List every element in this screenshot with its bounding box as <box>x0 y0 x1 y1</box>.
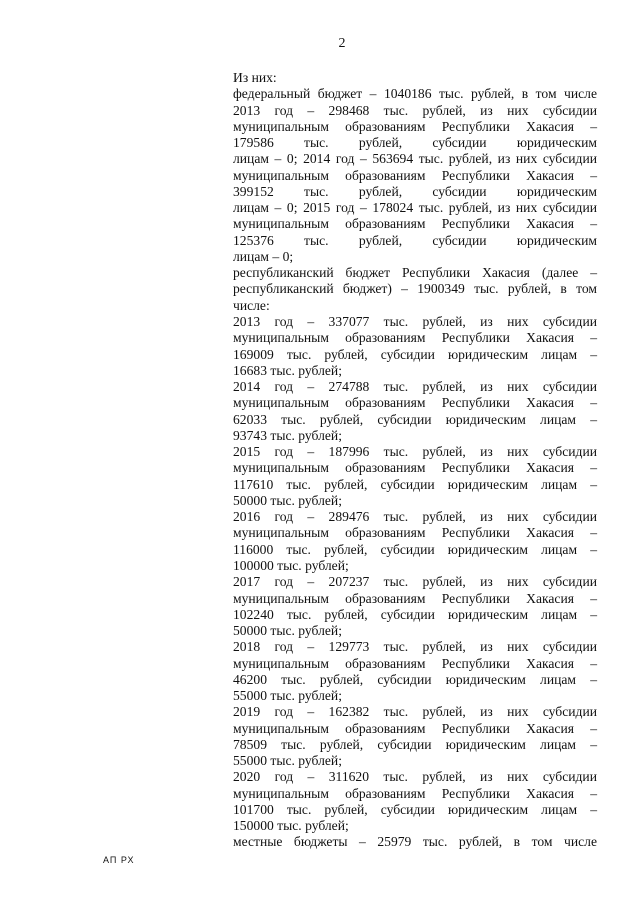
text-line: местные бюджеты – 25979 тыс. рублей, в том числе <box>233 834 597 850</box>
text-line: 117610 тыс. рублей, субсидии юридическим лицам – <box>233 476 597 492</box>
body-text <box>233 70 597 851</box>
text-line: муниципальным образованиям Республики Хакасия – <box>233 216 597 232</box>
text-line: 2018 год – 129773 тыс. рублей, из них субсидии <box>233 639 597 655</box>
text-line: муниципальным образованиям Республики Хакасия – <box>233 118 597 134</box>
text-line: 2019 год – 162382 тыс. рублей, из них субсидии <box>233 704 597 720</box>
text-line: 62033 тыс. рублей, субсидии юридическим лицам – <box>233 411 597 427</box>
text-line: федеральный бюджет – 1040186 тыс. рублей, в том числе <box>233 86 597 102</box>
text-line: лицам – 0; 2015 год – 178024 тыс. рублей, из них субсидии <box>233 200 597 216</box>
text-line: 46200 тыс. рублей, субсидии юридическим лицам – <box>233 671 597 687</box>
text-line: муниципальным образованиям Республики Хакасия – <box>233 525 597 541</box>
text-line: лицам – 0; 2014 год – 563694 тыс. рублей, из них субсидии <box>233 151 597 167</box>
text-line: 50000 тыс. рублей; <box>233 623 342 639</box>
text-line: 102240 тыс. рублей, субсидии юридическим лицам – <box>233 606 597 622</box>
text-line: муниципальным образованиям Республики Хакасия – <box>233 720 597 736</box>
text-line: 55000 тыс. рублей; <box>233 753 342 769</box>
text-line: числе: <box>233 297 270 313</box>
text-line: 78509 тыс. рублей, субсидии юридическим лицам – <box>233 736 597 752</box>
text-line: 150000 тыс. рублей; <box>233 818 349 834</box>
text-line: 399152 тыс. рублей, субсидии юридическим <box>233 183 597 199</box>
text-line: Из них: <box>233 70 277 85</box>
text-line: 179586 тыс. рублей, субсидии юридическим <box>233 135 597 151</box>
text-line: лицам – 0; <box>233 248 294 264</box>
text-line: 2017 год – 207237 тыс. рублей, из них субсидии <box>233 574 597 590</box>
text-line: 125376 тыс. рублей, субсидии юридическим <box>233 232 597 248</box>
text-line: муниципальным образованиям Республики Хакасия – <box>233 785 597 801</box>
text-line: 55000 тыс. рублей; <box>233 688 342 704</box>
text-line: 2013 год – 337077 тыс. рублей, из них субсидии <box>233 313 597 329</box>
text-line: 116000 тыс. рублей, субсидии юридическим лицам – <box>233 541 597 557</box>
text-line: 2014 год – 274788 тыс. рублей, из них субсидии <box>233 379 597 395</box>
text-line: 2020 год – 311620 тыс. рублей, из них субсидии <box>233 769 597 785</box>
text-line: муниципальным образованиям Республики Хакасия – <box>233 167 597 183</box>
text-line: республиканский бюджет Республики Хакасия (далее – <box>233 265 597 281</box>
text-line: 2015 год – 187996 тыс. рублей, из них субсидии <box>233 444 597 460</box>
text-line: республиканский бюджет) – 1900349 тыс. рублей, в том <box>233 281 597 297</box>
text-line: 16683 тыс. рублей; <box>233 362 342 378</box>
text-line: муниципальным образованиям Республики Хакасия – <box>233 590 597 606</box>
text-line: муниципальным образованиям Республики Хакасия – <box>233 330 597 346</box>
text-line: муниципальным образованиям Республики Хакасия – <box>233 655 597 671</box>
text-line: муниципальным образованиям Республики Хакасия – <box>233 460 597 476</box>
text-line: 169009 тыс. рублей, субсидии юридическим лицам – <box>233 346 597 362</box>
text-line: 2013 год – 298468 тыс. рублей, из них субсидии <box>233 102 597 118</box>
text-line: 101700 тыс. рублей, субсидии юридическим лицам – <box>233 801 597 817</box>
footer-mark: АП РХ <box>103 855 135 865</box>
text-line: 100000 тыс. рублей; <box>233 557 349 573</box>
page-number: 2 <box>338 36 346 51</box>
text-line: 2016 год – 289476 тыс. рублей, из них субсидии <box>233 509 597 525</box>
text-line: 50000 тыс. рублей; <box>233 492 342 508</box>
text-line: 93743 тыс. рублей; <box>233 427 342 443</box>
text-line: муниципальным образованиям Республики Хакасия – <box>233 395 597 411</box>
